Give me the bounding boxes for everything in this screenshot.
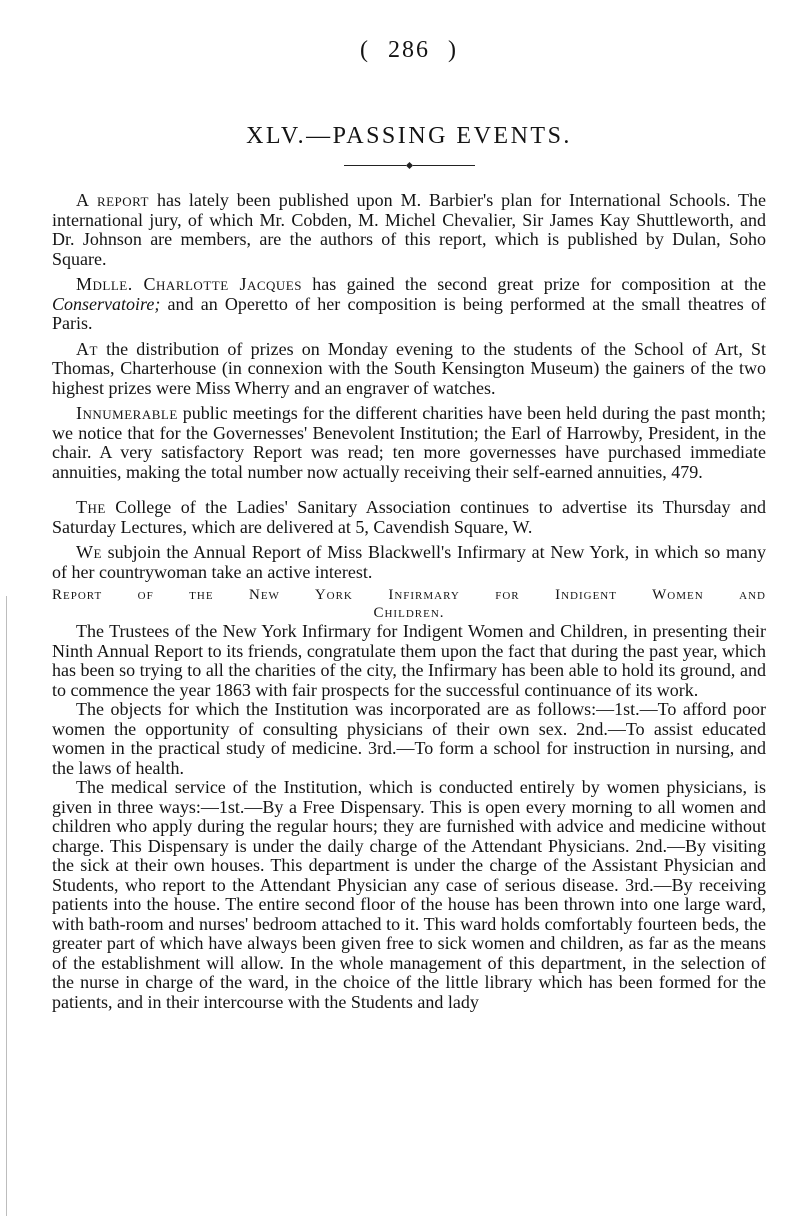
chapter-title: XLV.—PASSING EVENTS. (246, 123, 572, 149)
page-edge-shadow (6, 596, 7, 1216)
paragraph-sanitary-association: The College of the Ladies' Sanitary Association continues to advertise its Thursday and Saturday Lectures, which are delivered at 5, Cavendish Square, W. (52, 497, 766, 537)
report-heading-line2: Children. (373, 605, 445, 621)
title-ornament (52, 161, 766, 169)
page-number-value: 286 (388, 37, 430, 63)
page-number: ( 286 ) (360, 37, 458, 63)
report-paragraph-objects: The objects for which the Institution was incorporated are as follows:—1st.—To afford poor women the opportunity of consulting physicians of their own sex. 2nd.—To assist educated women in the practical study of medicine. 3rd.—To form a school for instruction in nursing, and the laws of health. (52, 699, 766, 778)
paragraph-barbier-report: A report has lately been published upon M. Barbier's plan for International Schools. The international jury, of which Mr. Cobden, M. Michel Chevalier, Sir James Kay Shuttleworth, and Dr. Johnson are members, are the authors of this report, which is published by Dulan, Soho Square. (52, 190, 767, 269)
paragraph-charity-meetings: Innumerable public meetings for the different charities have been held during the past month; we notice that for the Governesses' Benevolent Institution; the Earl of Harrowby, President, in the chair. A very satisfactory Report was read; ten more governesses have purchased immediate annuities, making the total number now actually receiving their self-earned annuities, 479. (52, 403, 766, 482)
document-page (52, 38, 766, 1012)
report-heading (52, 586, 766, 622)
report-heading-line1: Report of the New York Infirmary for Indigent Women and (52, 587, 766, 603)
paragraph-blackwell-infirmary: We subjoin the Annual Report of Miss Blackwell's Infirmary at New York, in which so many of her countrywoman take an active interest. (52, 542, 766, 582)
paragraph-school-of-art: At the distribution of prizes on Monday evening to the students of the School of Art, St Thomas, Charterhouse (in connexion with the South Kensington Museum) the gainers of the two highest prizes were Miss Wherry and an engraver of watches. (52, 338, 766, 398)
report-paragraph-medical-service: The medical service of the Institution, which is conducted entirely by women physicians, is given in three ways:—1st.—By a Free Dispensary. This is open every morning to all women and children who apply during the regular hours; they are furnished with advice and medicine without charge. This Dispensary is under the daily charge of the Attendant Physicians. 2nd.—By visiting the sick at their own houses. This department is under the charge of the Assistant Physician and Students, who report to the Attendant Physician any case of serious disease. 3rd.—By receiving patients into the house. The entire second floor of the house has been thrown into one large ward, with bath-room and nurses' bedroom attached to it. This ward holds comfortably fourteen beds, the greater part of which have always been given free to sick women and children, as far as the means of the establishment will allow. In the whole management of this department, in the selection of the nurse in charge of the ward, in the choice of the little library which has been formed for the patients, and in their intercourse with the Students and lady (52, 777, 766, 1012)
report-paragraph-trustees: The Trustees of the New York Infirmary for Indigent Women and Children, in presenting their Ninth Annual Report to its friends, congratulate them upon the fact that during the past year, which has been so trying to all the charities of the city, the Infirmary has been able to hold its ground, and to commence the year 1863 with fair prospects for the successful continuance of its work. (52, 621, 766, 700)
paragraph-charlotte-jacques: Mdlle. Charlotte Jacques has gained the second great prize for composition at the Conservatoire; and an Operetto of her composition is being performed at the small theatres of Paris. (52, 274, 766, 333)
